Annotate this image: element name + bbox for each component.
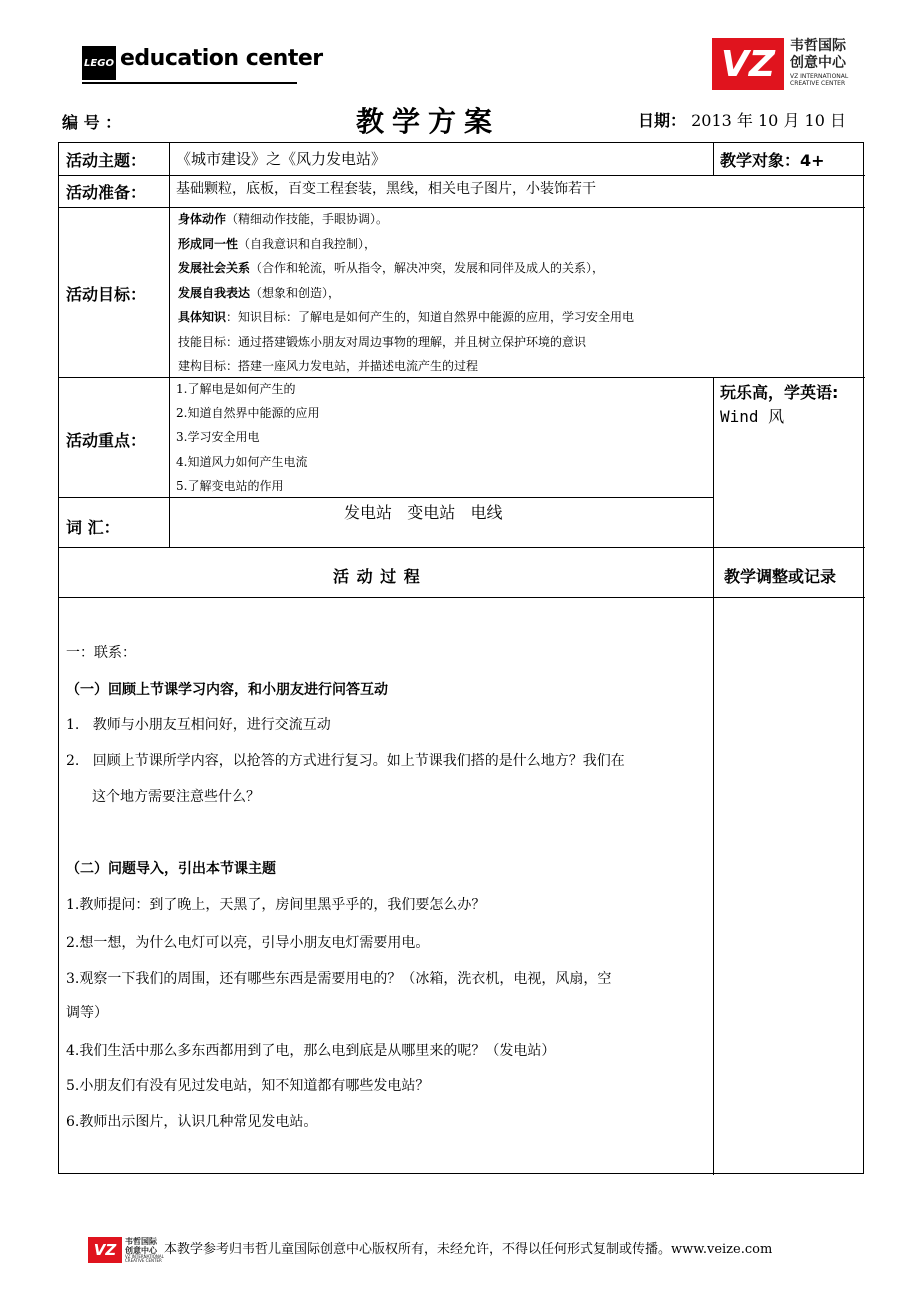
section-1-item-cont: 这个地方需要注意些什么？: [92, 789, 260, 805]
vz-logo: VZ: [712, 38, 784, 90]
goal-item: 身体动作（精细动作技能，手眼协调）。: [178, 212, 389, 226]
vocab-value: 发电站 变电站 电线: [344, 503, 503, 522]
footer-vz-logo: VZ: [88, 1237, 122, 1263]
english-word: Wind 风: [720, 407, 785, 426]
goal-item: 具体知识：知识目标：了解电是如何产生的，知道自然界中能源的应用，学习安全用电: [178, 310, 635, 324]
vz-logo-chinese: 韦哲国际 创意中心: [790, 38, 846, 71]
key-point: 5.了解变电站的作用: [176, 478, 284, 493]
section-2-item: 6.教师出示图片，认识几种常见发电站。: [66, 1114, 318, 1130]
goal-item: 建构目标：搭建一座风力发电站，并描述电流产生的过程: [178, 359, 479, 373]
english-title: 玩乐高，学英语:: [720, 383, 839, 402]
date: [638, 108, 846, 131]
goal-item: 发展自我表达（想象和创造），: [178, 285, 341, 300]
key-point: 2.知道自然界中能源的应用: [176, 406, 320, 421]
lego-logo: LEGO: [82, 46, 116, 80]
footer-copyright: 本教学参考归韦哲儿童国际创意中心版权所有，未经允许，不得以任何形式复制或传播。www.veize.com: [164, 1242, 773, 1257]
key-point: 4.知道风力如何产生电流: [176, 454, 308, 469]
section-1-heading: （一）回顾上节课学习内容，和小朋友进行问答互动: [66, 682, 388, 698]
section-1-item: 1. 教师与小朋友互相问好，进行交流互动: [66, 717, 331, 733]
vz-logo-english: VZ INTERNATIONAL CREATIVE CENTER: [790, 73, 849, 87]
prep-value: 基础颗粒，底板，百变工程套装，黑线，相关电子图片，小装饰若干: [176, 181, 596, 197]
section-2-item-cont: 调等）: [66, 1005, 108, 1021]
section-2-item: 3.观察一下我们的周围，还有哪些东西是需要用电的？（冰箱，洗衣机，电视，风扇，空: [66, 971, 612, 987]
section-2-heading: （二）问题导入，引出本节课主题: [66, 861, 276, 877]
goal-item: 技能目标：通过搭建锻炼小朋友对周边事物的理解，并且树立保护环境的意识: [178, 334, 587, 349]
vocab-label: 词 汇：: [66, 518, 120, 537]
goal-item: 形成同一性（自我意识和自我控制），: [178, 236, 377, 251]
key-point: 1.了解电是如何产生的: [176, 382, 296, 396]
section-2-item: 1.教师提问：到了晚上，天黑了，房间里黑乎乎的，我们要怎么办？: [66, 897, 486, 913]
key-points-list: [176, 377, 319, 498]
key-point: 3.学习安全用电: [176, 430, 260, 445]
theme-value: 《城市建设》之《风力发电站》: [176, 150, 387, 168]
key-label: 活动重点：: [66, 431, 147, 450]
process-intro: 一：联系：: [66, 645, 136, 661]
section-1-item: 2. 回顾上节课所学内容，以抢答的方式进行复习。如上节课我们搭的是什么地方？我们在: [66, 753, 625, 769]
section-2-item: 4.我们生活中那么多东西都用到了电，那么电到底是从哪里来的呢？（发电站）: [66, 1043, 556, 1059]
target-label: 教学对象：4+: [720, 151, 825, 170]
section-2-item: 5.小朋友们有没有见过发电站，知不知道都有哪些发电站？: [66, 1078, 430, 1094]
date-label: 日期：: [638, 111, 687, 130]
goal-item: 发展社会关系（合作和轮流，听从指令，解决冲突，发展和同伴及成人的关系），: [178, 261, 605, 275]
page-title: 教学方案: [356, 105, 501, 138]
header-underline: [82, 82, 297, 84]
goal-list: [178, 207, 634, 379]
footer-logo-english: VZ INTERNATIONAL CREATIVE CENTER: [125, 1254, 164, 1263]
section-2-item: 2.想一想，为什么电灯可以亮，引导小朋友电灯需要用电。: [66, 935, 430, 951]
goal-label: 活动目标：: [66, 285, 147, 304]
process-heading: 活 动 过 程: [333, 567, 421, 586]
prep-label: 活动准备：: [66, 183, 147, 202]
date-value: 2013 年 10 月 10 日: [691, 111, 846, 130]
theme-label: 活动主题：: [66, 151, 147, 170]
number-label: 编 号 ：: [62, 113, 122, 132]
education-center-logo-text: education center: [120, 46, 323, 71]
record-heading: 教学调整或记录: [724, 567, 837, 586]
footer-logo-chinese: 韦哲国际 创意中心: [125, 1237, 157, 1255]
